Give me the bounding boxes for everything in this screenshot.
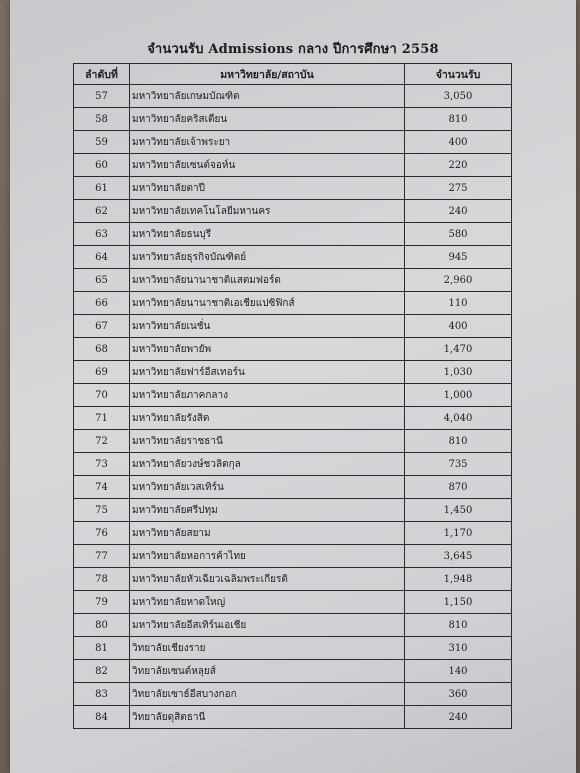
table-row — [74, 476, 512, 499]
table-row — [74, 568, 512, 591]
row-seats: 945 — [405, 246, 512, 269]
row-institution: มหาวิทยาลัยราชธานี — [130, 430, 405, 453]
row-institution: มหาวิทยาลัยธุรกิจบัณฑิตย์ — [130, 246, 405, 269]
row-number: 65 — [74, 269, 130, 292]
row-institution: มหาวิทยาลัยเวสเทิร์น — [130, 476, 405, 499]
row-number: 59 — [74, 131, 130, 154]
row-institution: มหาวิทยาลัยคริสเตียน — [130, 108, 405, 131]
table-row — [74, 361, 512, 384]
table-row — [74, 430, 512, 453]
row-number: 66 — [74, 292, 130, 315]
row-institution: มหาวิทยาลัยสยาม — [130, 522, 405, 545]
row-seats: 400 — [405, 315, 512, 338]
row-number: 84 — [74, 706, 130, 729]
row-seats: 240 — [405, 200, 512, 223]
table-row — [74, 499, 512, 522]
row-institution: วิทยาลัยดุสิตธานี — [130, 706, 405, 729]
row-seats: 3,050 — [405, 85, 512, 108]
admissions-table — [73, 63, 512, 729]
row-number: 80 — [74, 614, 130, 637]
row-number: 72 — [74, 430, 130, 453]
document-page — [10, 0, 576, 773]
row-number: 60 — [74, 154, 130, 177]
table-row — [74, 683, 512, 706]
row-institution: มหาวิทยาลัยตาปี — [130, 177, 405, 200]
row-seats: 275 — [405, 177, 512, 200]
row-institution: มหาวิทยาลัยหอการค้าไทย — [130, 545, 405, 568]
row-number: 78 — [74, 568, 130, 591]
row-number: 79 — [74, 591, 130, 614]
table-row — [74, 200, 512, 223]
header-institution: มหาวิทยาลัย/สถาบัน — [130, 64, 405, 85]
row-institution: วิทยาลัยเซาธ์อีสบางกอก — [130, 683, 405, 706]
table-row — [74, 384, 512, 407]
table-row — [74, 246, 512, 269]
row-institution: มหาวิทยาลัยนานาชาติแสตมฟอร์ด — [130, 269, 405, 292]
row-seats: 580 — [405, 223, 512, 246]
row-seats: 310 — [405, 637, 512, 660]
row-seats: 1,450 — [405, 499, 512, 522]
row-number: 83 — [74, 683, 130, 706]
header-number: ลำดับที่ — [74, 64, 130, 85]
row-institution: มหาวิทยาลัยหัวเฉียวเฉลิมพระเกียรติ — [130, 568, 405, 591]
table-row — [74, 545, 512, 568]
row-institution: มหาวิทยาลัยวงษ์ชวลิตกุล — [130, 453, 405, 476]
row-number: 77 — [74, 545, 130, 568]
row-seats: 240 — [405, 706, 512, 729]
row-number: 82 — [74, 660, 130, 683]
row-number: 61 — [74, 177, 130, 200]
table-row — [74, 131, 512, 154]
table-header-row — [74, 64, 512, 85]
row-institution: มหาวิทยาลัยนานาชาติเอเชียแปซิฟิกส์ — [130, 292, 405, 315]
table-row — [74, 453, 512, 476]
row-seats: 3,645 — [405, 545, 512, 568]
row-institution: วิทยาลัยเซนต์หลุยส์ — [130, 660, 405, 683]
row-number: 73 — [74, 453, 130, 476]
row-number: 58 — [74, 108, 130, 131]
row-seats: 870 — [405, 476, 512, 499]
table-row — [74, 407, 512, 430]
row-number: 63 — [74, 223, 130, 246]
row-number: 76 — [74, 522, 130, 545]
row-institution: มหาวิทยาลัยรังสิต — [130, 407, 405, 430]
row-seats: 110 — [405, 292, 512, 315]
row-seats: 1,030 — [405, 361, 512, 384]
table-row — [74, 223, 512, 246]
table-row — [74, 637, 512, 660]
row-institution: มหาวิทยาลัยฟาร์อีสเทอร์น — [130, 361, 405, 384]
document-title: จำนวนรับ Admissions กลาง ปีการศึกษา 2558 — [147, 42, 439, 57]
table-row — [74, 522, 512, 545]
table-row — [74, 292, 512, 315]
table-row — [74, 706, 512, 729]
row-institution: มหาวิทยาลัยเกษมบัณฑิต — [130, 85, 405, 108]
row-number: 74 — [74, 476, 130, 499]
table-row — [74, 85, 512, 108]
row-institution: มหาวิทยาลัยธนบุรี — [130, 223, 405, 246]
row-institution: มหาวิทยาลัยเนชั่น — [130, 315, 405, 338]
row-number: 62 — [74, 200, 130, 223]
table-body — [74, 85, 512, 729]
table-row — [74, 338, 512, 361]
table-row — [74, 269, 512, 292]
row-seats: 2,960 — [405, 269, 512, 292]
table-row — [74, 154, 512, 177]
row-seats: 1,948 — [405, 568, 512, 591]
row-institution: มหาวิทยาลัยหาดใหญ่ — [130, 591, 405, 614]
row-institution: มหาวิทยาลัยเจ้าพระยา — [130, 131, 405, 154]
row-number: 71 — [74, 407, 130, 430]
row-institution: มหาวิทยาลัยอีสเทิร์นเอเชีย — [130, 614, 405, 637]
row-number: 57 — [74, 85, 130, 108]
row-seats: 810 — [405, 108, 512, 131]
row-number: 81 — [74, 637, 130, 660]
row-seats: 220 — [405, 154, 512, 177]
row-seats: 400 — [405, 131, 512, 154]
row-institution: มหาวิทยาลัยภาคกลาง — [130, 384, 405, 407]
row-seats: 1,170 — [405, 522, 512, 545]
row-institution: มหาวิทยาลัยพายัพ — [130, 338, 405, 361]
row-seats: 1,000 — [405, 384, 512, 407]
row-number: 69 — [74, 361, 130, 384]
row-seats: 810 — [405, 430, 512, 453]
row-number: 67 — [74, 315, 130, 338]
row-seats: 810 — [405, 614, 512, 637]
table-row — [74, 177, 512, 200]
row-institution: มหาวิทยาลัยเทคโนโลยีมหานคร — [130, 200, 405, 223]
table-row — [74, 660, 512, 683]
row-number: 64 — [74, 246, 130, 269]
table-row — [74, 591, 512, 614]
row-institution: มหาวิทยาลัยเซนต์จอห์น — [130, 154, 405, 177]
table-row — [74, 614, 512, 637]
row-seats: 140 — [405, 660, 512, 683]
header-seats: จำนวนรับ — [405, 64, 512, 85]
row-number: 68 — [74, 338, 130, 361]
row-seats: 1,150 — [405, 591, 512, 614]
table-row — [74, 108, 512, 131]
row-seats: 360 — [405, 683, 512, 706]
row-seats: 4,040 — [405, 407, 512, 430]
table-row — [74, 315, 512, 338]
row-number: 75 — [74, 499, 130, 522]
row-number: 70 — [74, 384, 130, 407]
row-seats: 735 — [405, 453, 512, 476]
row-institution: วิทยาลัยเชียงราย — [130, 637, 405, 660]
row-seats: 1,470 — [405, 338, 512, 361]
row-institution: มหาวิทยาลัยศรีปทุม — [130, 499, 405, 522]
